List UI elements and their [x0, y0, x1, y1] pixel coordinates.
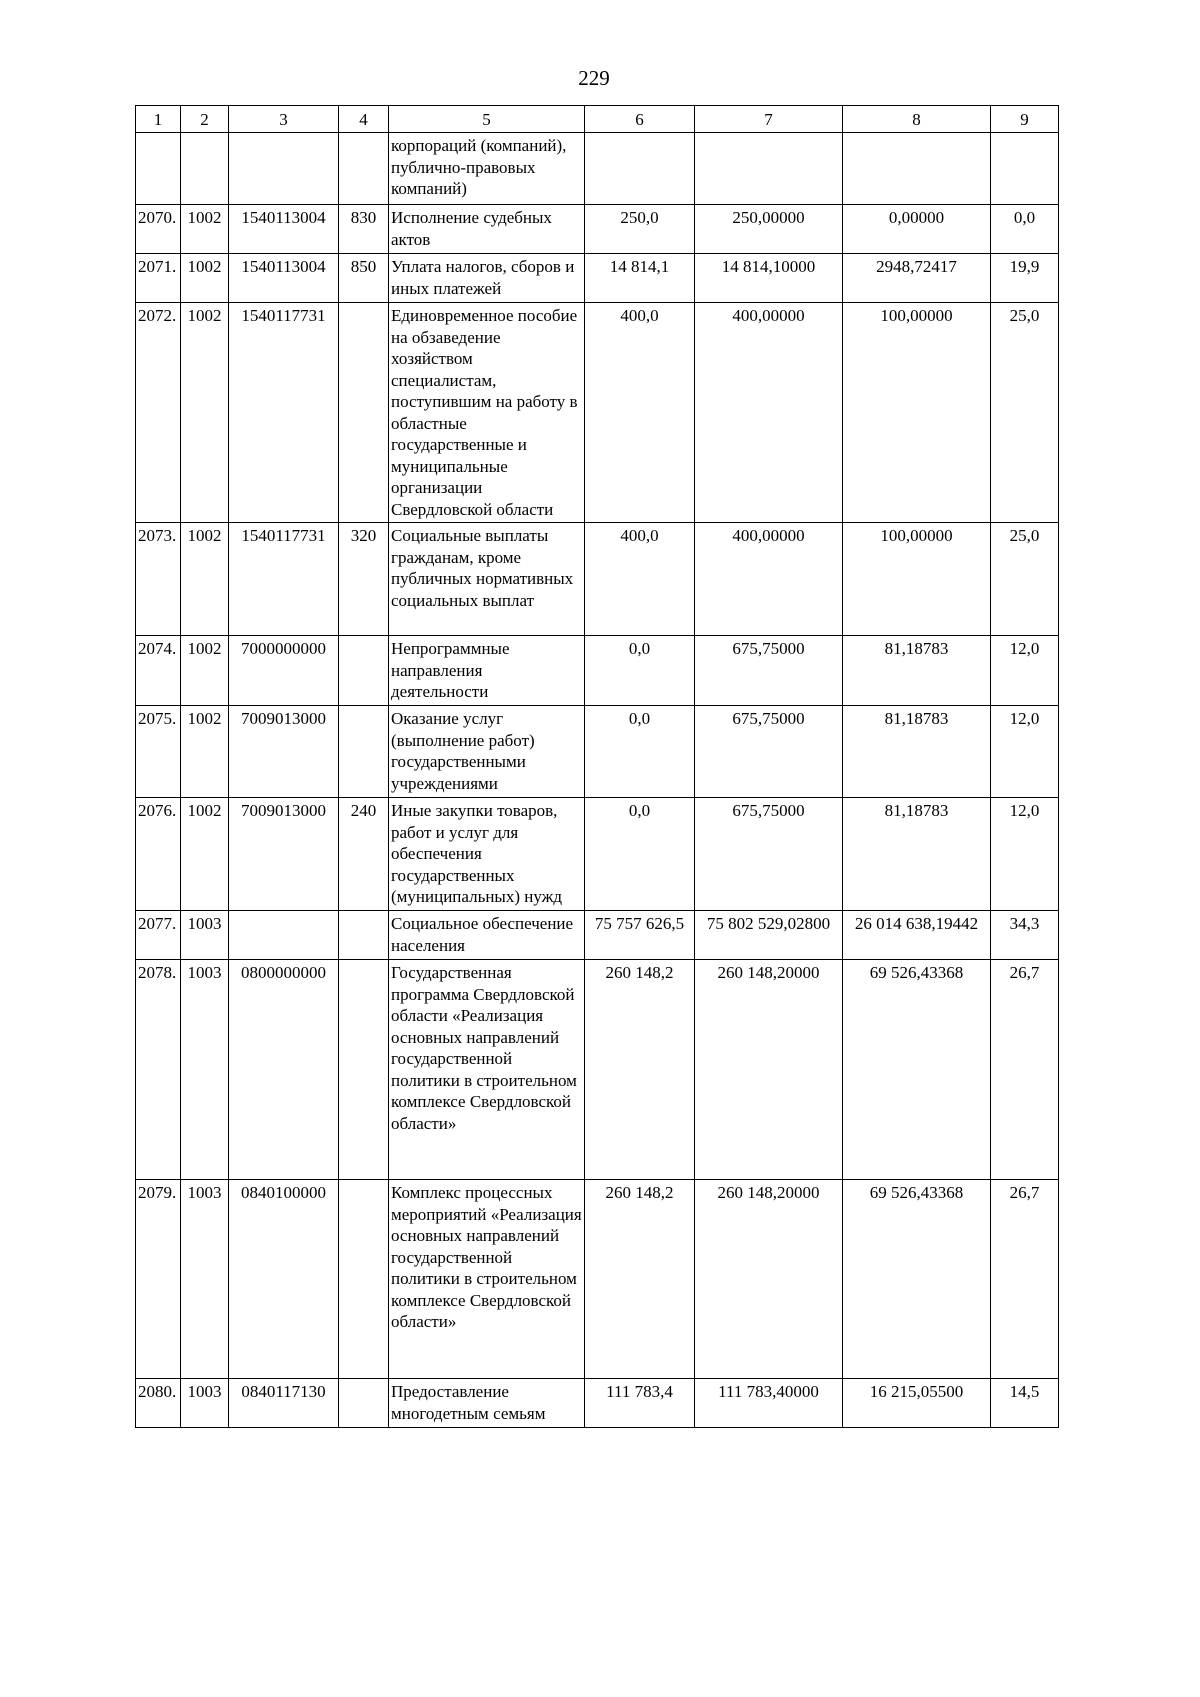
target-code-cell: 0840100000: [229, 1180, 339, 1379]
percent-cell: 26,7: [991, 1180, 1059, 1379]
approved-amount-cell: 75 757 626,5: [585, 911, 695, 960]
percent-cell: 25,0: [991, 523, 1059, 636]
table-body: [136, 133, 1059, 1428]
approved-amount-cell: 260 148,2: [585, 960, 695, 1180]
executed-amount-cell: 100,00000: [843, 303, 991, 523]
table-row: [136, 303, 1059, 523]
header-cell: 7: [695, 106, 843, 133]
expense-type-cell: 850: [339, 254, 389, 303]
approved-amount-cell: 0,0: [585, 798, 695, 911]
target-code-cell: [229, 911, 339, 960]
section-code-cell: 1002: [181, 706, 229, 798]
table-row: [136, 636, 1059, 706]
section-code-cell: 1002: [181, 523, 229, 636]
executed-amount-cell: 81,18783: [843, 706, 991, 798]
item-name-cell: Оказание услуг (выполнение работ) государственными учреждениями: [389, 706, 585, 798]
executed-amount-cell: [843, 133, 991, 205]
section-code-cell: 1003: [181, 911, 229, 960]
approved-amount-cell: [585, 133, 695, 205]
item-name-cell: Исполнение судебных актов: [389, 205, 585, 254]
percent-cell: 14,5: [991, 1379, 1059, 1428]
row-number-cell: 2077.: [136, 911, 181, 960]
table-row: [136, 1180, 1059, 1379]
item-name-cell: Непрограммные направления деятельности: [389, 636, 585, 706]
refined-amount-cell: 400,00000: [695, 523, 843, 636]
target-code-cell: 1540113004: [229, 254, 339, 303]
executed-amount-cell: 100,00000: [843, 523, 991, 636]
row-number-cell: 2072.: [136, 303, 181, 523]
approved-amount-cell: 0,0: [585, 636, 695, 706]
expense-type-cell: [339, 911, 389, 960]
section-code-cell: 1002: [181, 636, 229, 706]
item-name-cell: Социальные выплаты гражданам, кроме публичных нормативных социальных выплат: [389, 523, 585, 636]
item-name-cell: Уплата налогов, сборов и иных платежей: [389, 254, 585, 303]
item-name-cell: Предоставление многодетным семьям: [389, 1379, 585, 1428]
table-row: [136, 254, 1059, 303]
row-number-cell: 2080.: [136, 1379, 181, 1428]
target-code-cell: 1540117731: [229, 303, 339, 523]
target-code-cell: 1540113004: [229, 205, 339, 254]
row-number-cell: [136, 133, 181, 205]
refined-amount-cell: 675,75000: [695, 798, 843, 911]
approved-amount-cell: 0,0: [585, 706, 695, 798]
executed-amount-cell: 81,18783: [843, 636, 991, 706]
executed-amount-cell: 2948,72417: [843, 254, 991, 303]
expense-type-cell: [339, 303, 389, 523]
refined-amount-cell: 75 802 529,02800: [695, 911, 843, 960]
approved-amount-cell: 250,0: [585, 205, 695, 254]
approved-amount-cell: 400,0: [585, 303, 695, 523]
section-code-cell: 1002: [181, 798, 229, 911]
refined-amount-cell: 260 148,20000: [695, 1180, 843, 1379]
target-code-cell: 7009013000: [229, 706, 339, 798]
row-number-cell: 2070.: [136, 205, 181, 254]
executed-amount-cell: 16 215,05500: [843, 1379, 991, 1428]
section-code-cell: 1002: [181, 303, 229, 523]
row-number-cell: 2073.: [136, 523, 181, 636]
target-code-cell: 1540117731: [229, 523, 339, 636]
percent-cell: 34,3: [991, 911, 1059, 960]
section-code-cell: 1003: [181, 1180, 229, 1379]
header-cell: 2: [181, 106, 229, 133]
item-name-cell: Комплекс процессных мероприятий «Реализация основных направлений государственной политики в строительном комплексе Свердловской области»: [389, 1180, 585, 1379]
target-code-cell: 0800000000: [229, 960, 339, 1180]
item-name-cell: корпораций (компаний), публично-правовых компаний): [389, 133, 585, 205]
executed-amount-cell: 69 526,43368: [843, 1180, 991, 1379]
refined-amount-cell: 400,00000: [695, 303, 843, 523]
row-number-cell: 2076.: [136, 798, 181, 911]
section-code-cell: [181, 133, 229, 205]
table-row: [136, 133, 1059, 205]
table-row: [136, 960, 1059, 1180]
table-row: [136, 911, 1059, 960]
approved-amount-cell: 260 148,2: [585, 1180, 695, 1379]
percent-cell: 19,9: [991, 254, 1059, 303]
header-cell: 3: [229, 106, 339, 133]
executed-amount-cell: 81,18783: [843, 798, 991, 911]
refined-amount-cell: 14 814,10000: [695, 254, 843, 303]
item-name-cell: Социальное обеспечение населения: [389, 911, 585, 960]
expense-type-cell: 830: [339, 205, 389, 254]
section-code-cell: 1003: [181, 1379, 229, 1428]
header-cell: 8: [843, 106, 991, 133]
target-code-cell: 7000000000: [229, 636, 339, 706]
table-row: [136, 706, 1059, 798]
refined-amount-cell: 260 148,20000: [695, 960, 843, 1180]
expense-type-cell: [339, 133, 389, 205]
item-name-cell: Иные закупки товаров, работ и услуг для обеспечения государственных (муниципальных) нужд: [389, 798, 585, 911]
section-code-cell: 1002: [181, 205, 229, 254]
header-cell: 1: [136, 106, 181, 133]
header-cell: 6: [585, 106, 695, 133]
header-cell: 4: [339, 106, 389, 133]
executed-amount-cell: 26 014 638,19442: [843, 911, 991, 960]
expense-type-cell: 240: [339, 798, 389, 911]
executed-amount-cell: 0,00000: [843, 205, 991, 254]
refined-amount-cell: 675,75000: [695, 636, 843, 706]
approved-amount-cell: 400,0: [585, 523, 695, 636]
header-row: [136, 106, 1059, 133]
refined-amount-cell: 675,75000: [695, 706, 843, 798]
row-number-cell: 2071.: [136, 254, 181, 303]
executed-amount-cell: 69 526,43368: [843, 960, 991, 1180]
target-code-cell: 7009013000: [229, 798, 339, 911]
item-name-cell: Государственная программа Свердловской области «Реализация основных направлений государственной политики в строительном комплексе Свердловской области»: [389, 960, 585, 1180]
expense-type-cell: [339, 706, 389, 798]
header-cell: 5: [389, 106, 585, 133]
table-row: [136, 798, 1059, 911]
percent-cell: 12,0: [991, 706, 1059, 798]
percent-cell: 26,7: [991, 960, 1059, 1180]
percent-cell: 25,0: [991, 303, 1059, 523]
expense-type-cell: [339, 1180, 389, 1379]
table-row: [136, 523, 1059, 636]
percent-cell: [991, 133, 1059, 205]
percent-cell: 12,0: [991, 798, 1059, 911]
item-name-cell: Единовременное пособие на обзаведение хозяйством специалистам, поступившим на работу в областные государственные и муниципальные организации Свердловской области: [389, 303, 585, 523]
section-code-cell: 1003: [181, 960, 229, 1180]
table-row: [136, 1379, 1059, 1428]
expense-type-cell: [339, 636, 389, 706]
percent-cell: 0,0: [991, 205, 1059, 254]
target-code-cell: 0840117130: [229, 1379, 339, 1428]
section-code-cell: 1002: [181, 254, 229, 303]
header-cell: 9: [991, 106, 1059, 133]
table-row: [136, 205, 1059, 254]
target-code-cell: [229, 133, 339, 205]
budget-table: [135, 105, 1059, 1428]
refined-amount-cell: 250,00000: [695, 205, 843, 254]
expense-type-cell: 320: [339, 523, 389, 636]
expense-type-cell: [339, 1379, 389, 1428]
row-number-cell: 2079.: [136, 1180, 181, 1379]
row-number-cell: 2075.: [136, 706, 181, 798]
expense-type-cell: [339, 960, 389, 1180]
row-number-cell: 2078.: [136, 960, 181, 1180]
refined-amount-cell: [695, 133, 843, 205]
row-number-cell: 2074.: [136, 636, 181, 706]
approved-amount-cell: 111 783,4: [585, 1379, 695, 1428]
approved-amount-cell: 14 814,1: [585, 254, 695, 303]
percent-cell: 12,0: [991, 636, 1059, 706]
page-number: 229: [578, 66, 610, 90]
refined-amount-cell: 111 783,40000: [695, 1379, 843, 1428]
